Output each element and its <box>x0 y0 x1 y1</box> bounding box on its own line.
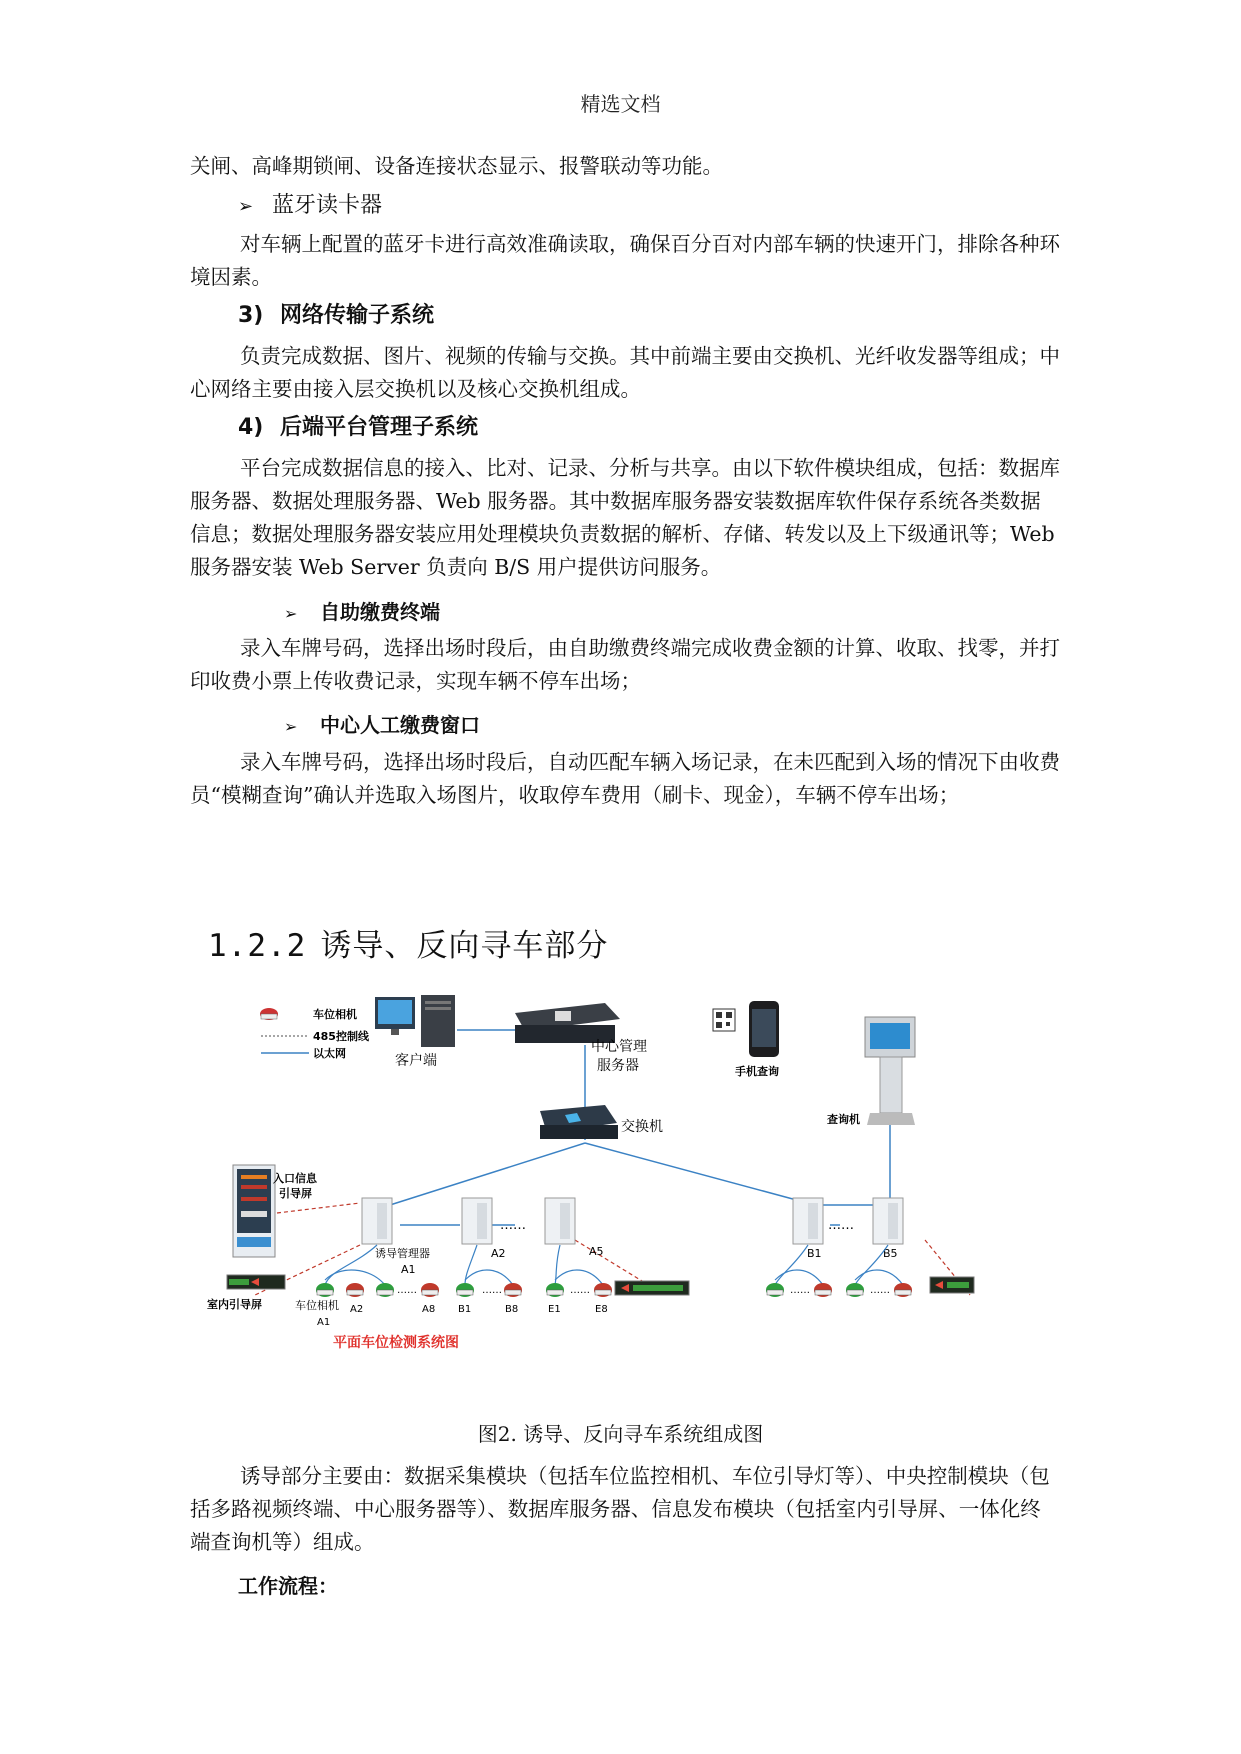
legend-485: 485控制线 <box>313 1030 369 1043</box>
page-header: 精选文档 <box>580 92 661 116</box>
dots-cam-b3: …… <box>870 1285 890 1296</box>
guide-controller-B5 <box>873 1198 903 1244</box>
label-cam-B1: B1 <box>458 1304 472 1315</box>
figure-caption: 图2. 诱导、反向寻车系统组成图 <box>477 1422 764 1446</box>
camera-icon <box>421 1283 439 1297</box>
camera-icon <box>894 1283 912 1297</box>
entry-sign-label-line1: 入口信息 <box>273 1172 317 1185</box>
server-label-line1: 中心管理 <box>591 1039 647 1055</box>
dots-a: …… <box>500 1218 526 1233</box>
network-paragraph: 负责完成数据、图片、视频的传输与交换。其中前端主要由交换机、光纤收发器等组成；中心网络主要由接入层交换机以及核心交换机组成。 <box>190 344 1060 401</box>
manual-paragraph: 录入车牌号码，选择出场时段后，自动匹配车辆入场记录，在未匹配到入场的情况下由收费员“模糊查询”确认并选取入场图片，收取停车费用（刷卡、现金），车辆不停车出场； <box>190 750 1060 807</box>
backend-paragraph: 平台完成数据信息的接入、比对、记录、分析与共享。由以下软件模块组成，包括：数据库服务器、数据处理服务器、Web 服务器。其中数据库服务器安装数据库软件保存系统各类数据信息；数据处理服务器安装应用处理模块负责数据的解析、存储、转发以及上下级通讯等；Web 服务器安装 Web Server 负责向 B/S 用户提供访问服务。 <box>190 456 1060 579</box>
paragraph-intro: 关闸、高峰期锁闸、设备连接状态显示、报警联动等功能。 <box>190 154 723 178</box>
diagram-subtitle: 平面车位检测系统图 <box>333 1335 459 1351</box>
guide-controller-A2 <box>462 1198 492 1244</box>
label-cam-E8: E8 <box>595 1304 608 1315</box>
label-cam-A8: A8 <box>422 1304 436 1315</box>
camera-icon <box>376 1283 394 1297</box>
label-cam-E1: E1 <box>548 1304 561 1315</box>
server-icon <box>515 1003 620 1043</box>
backend-heading: 4) 后端平台管理子系统 <box>238 415 479 440</box>
camera-icon <box>346 1283 364 1297</box>
camera-icon <box>846 1283 864 1297</box>
server-label-line2: 服务器 <box>597 1058 639 1074</box>
manual-heading: ➢ 中心人工缴费窗口 <box>284 713 480 737</box>
indoor-led-board-left <box>227 1275 285 1289</box>
label-cam-B8: B8 <box>505 1304 519 1315</box>
selfpay-heading: ➢ 自助缴费终端 <box>284 600 440 624</box>
camera-icon <box>456 1283 474 1297</box>
indoor-sign-label: 室内引导屏 <box>207 1298 262 1311</box>
camera-icon <box>546 1283 564 1297</box>
induction-paragraph: 诱导部分主要由：数据采集模块（包括车位监控相机、车位引导灯等）、中央控制模块（包括多路视频终端、中心服务器等）、数据库服务器、信息发布模块（包括室内引导屏、一体化终端查询机等）组成。 <box>190 1464 1050 1554</box>
bluetooth-heading: ➢ 蓝牙读卡器 <box>238 193 383 218</box>
label-B1-controller: B1 <box>807 1247 822 1260</box>
legend <box>260 1007 370 1060</box>
legend-ethernet: 以太网 <box>313 1047 346 1060</box>
label-cam-A2: A2 <box>350 1304 364 1315</box>
legend-camera: 车位相机 <box>313 1008 357 1021</box>
label-cam-A1: A1 <box>317 1317 331 1328</box>
switch-label: 交换机 <box>621 1119 663 1135</box>
led-board-right-a <box>615 1281 689 1295</box>
kiosk-icon <box>865 1017 915 1125</box>
dots-cam-a: …… <box>397 1285 417 1296</box>
camera-icon <box>766 1283 784 1297</box>
camera-icon <box>316 1283 334 1297</box>
selfpay-paragraph: 录入车牌号码，选择出场时段后，由自助缴费终端完成收费金额的计算、收取、找零，并打印收费小票上传收费记录，实现车辆不停车出场； <box>190 636 1060 693</box>
label-A2-controller: A2 <box>491 1247 506 1260</box>
guide-controller-A5 <box>545 1198 575 1244</box>
label-B5-controller: B5 <box>883 1247 898 1260</box>
qr-code-icon <box>713 1009 735 1031</box>
label-A5-controller: A5 <box>589 1245 604 1258</box>
arrow-bullet-icon: ➢ <box>238 196 254 217</box>
camera-icon <box>814 1283 832 1297</box>
arrow-bullet-icon: ➢ <box>284 717 298 736</box>
mobile-phone-icon <box>749 1001 779 1057</box>
client-label: 客户端 <box>395 1053 437 1069</box>
bluetooth-paragraph: 对车辆上配置的蓝牙卡进行高效准确读取，确保百分百对内部车辆的快速开门，排除各种环境因素。 <box>190 232 1060 289</box>
kiosk-label: 查询机 <box>827 1113 860 1126</box>
dots-cam-e: …… <box>570 1285 590 1296</box>
controller-label: 诱导管理器 <box>375 1247 430 1260</box>
camera-icon <box>594 1283 612 1297</box>
entry-sign-icon <box>233 1165 275 1257</box>
camera-icon <box>504 1283 522 1297</box>
section-heading: 1.2.2 诱导、反向寻车部分 <box>208 928 609 964</box>
dots-cam-b2: …… <box>790 1285 810 1296</box>
mobile-label: 手机查询 <box>735 1065 779 1078</box>
dots-b: …… <box>828 1218 854 1233</box>
dots-cam-b: …… <box>482 1285 502 1296</box>
camera-label: 车位相机 <box>295 1299 339 1312</box>
client-computer-icon <box>375 995 455 1047</box>
led-board-right-b <box>930 1277 974 1293</box>
entry-sign-label-line2: 引导屏 <box>279 1187 312 1200</box>
arrow-bullet-icon: ➢ <box>284 604 298 623</box>
workflow-heading: 工作流程： <box>238 1574 338 1598</box>
guide-controller-A1 <box>362 1198 392 1244</box>
label-A1-controller: A1 <box>401 1263 416 1276</box>
network-heading: 3) 网络传输子系统 <box>238 303 435 328</box>
system-diagram <box>207 985 1100 1405</box>
guide-controller-B1 <box>793 1198 823 1244</box>
network-switch-icon <box>540 1105 618 1139</box>
